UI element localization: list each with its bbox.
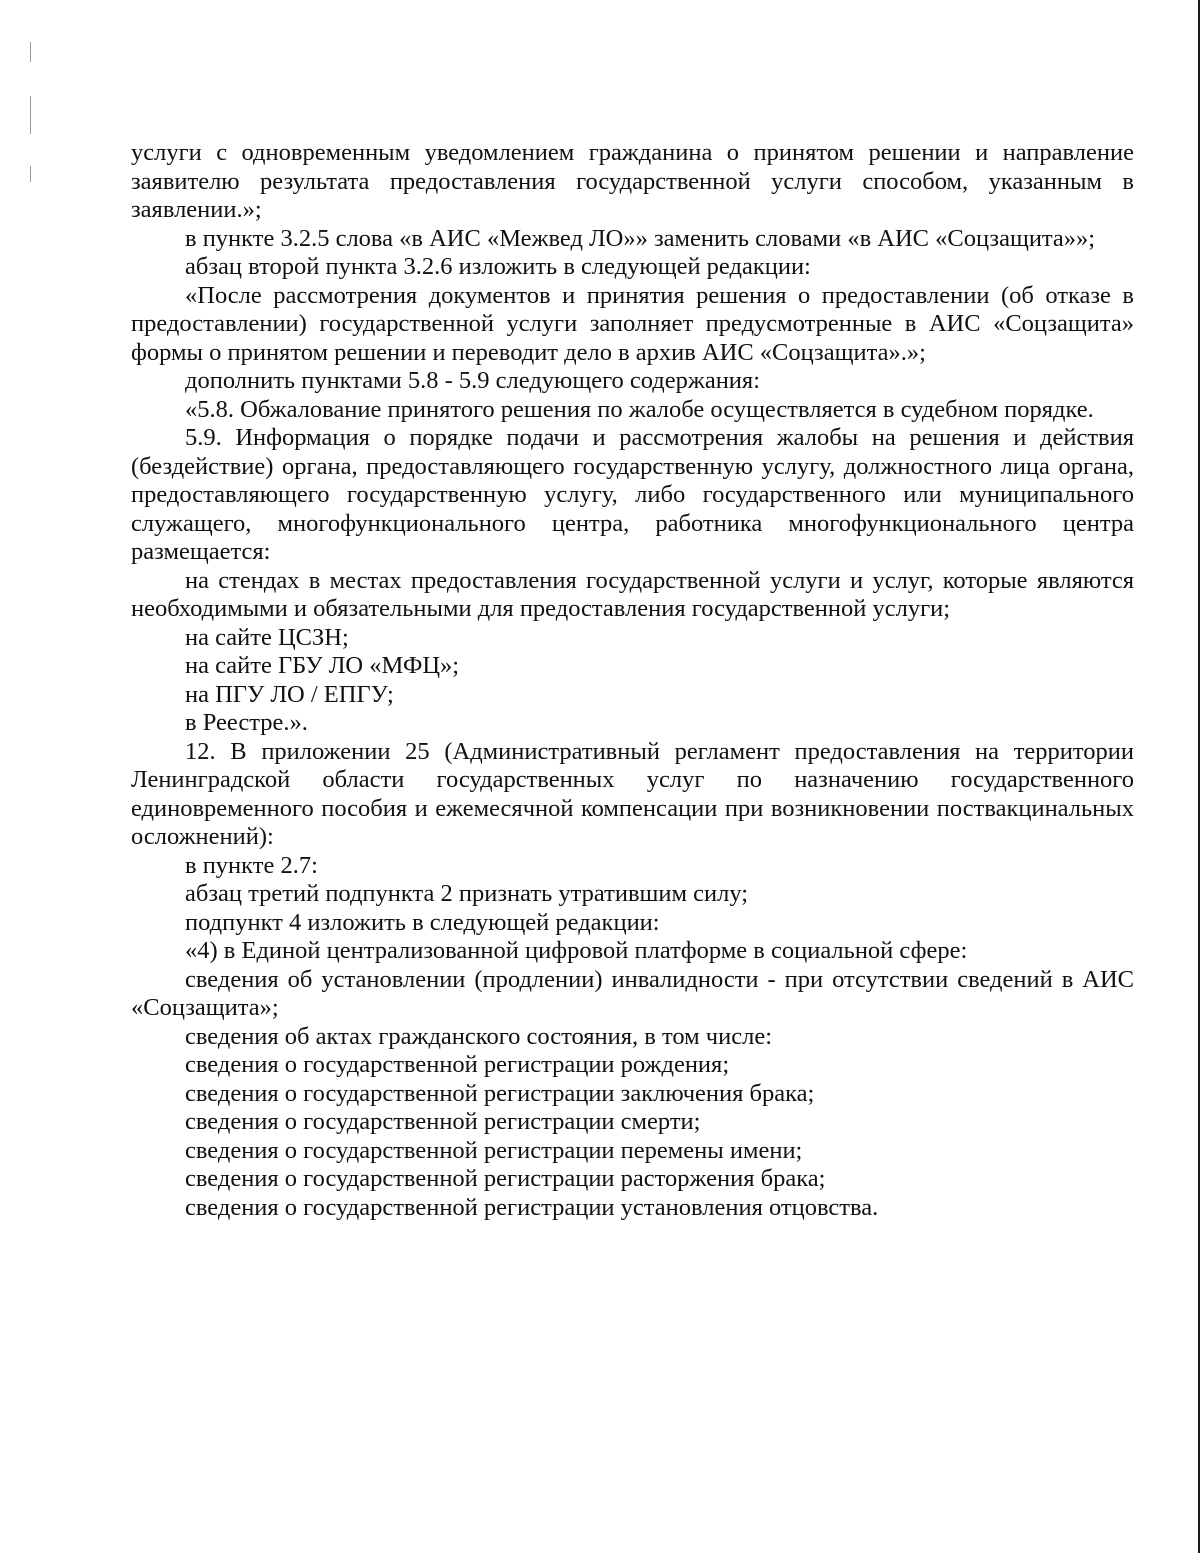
scan-artifact xyxy=(30,42,31,62)
paragraph: в пункте 3.2.5 слова «в АИС «Межвед ЛО»» заменить словами «в АИС «Соцзащита»»; xyxy=(185,224,1096,252)
paragraph: в Реестре.». xyxy=(185,709,308,736)
paragraph: 5.9. Информация о порядке подачи и рассмотрения жалобы на решения и действия (бездействие) органа, предоставляющего государственную услугу, должностного лица органа, предоставляющего государственную услугу, либо государственного или муниципального служащего, многофункционального центра, работника многофункционального центра размещается: xyxy=(131,424,1134,565)
paragraph: сведения о государственной регистрации смерти; xyxy=(185,1108,701,1135)
paragraph: сведения об установлении (продлении) инвалидности - при отсутствии сведений в АИС «Соцзащита»; xyxy=(131,965,1134,1021)
paragraph: сведения о государственной регистрации расторжения брака; xyxy=(185,1165,826,1192)
paragraph: в пункте 2.7: xyxy=(185,851,318,879)
paragraph: сведения о государственной регистрации заключения брака; xyxy=(185,1079,815,1107)
paragraph: сведения о государственной регистрации перемены имени; xyxy=(185,1136,803,1164)
paragraph: на сайте ГБУ ЛО «МФЦ»; xyxy=(185,652,460,679)
paragraph: услуги с одновременным уведомлением гражданина о принятом решении и направление заявителю результата предоставления государственной услуги способом, указанным в заявлении.»; xyxy=(131,139,1134,223)
paragraph: 12. В приложении 25 (Административный регламент предоставления на территории Ленинградской области государственных услуг по назначению государственного единовременного пособия и ежемесячной компенсации при возникновении поствакцинальных осложнений): xyxy=(131,737,1134,850)
paragraph: на стендах в местах предоставления государственной услуги и услуг, которые являются необходимыми и обязательными для предоставления государственной услуги; xyxy=(131,566,1134,622)
paragraph: абзац третий подпункта 2 признать утратившим силу; xyxy=(185,880,749,907)
document-body xyxy=(131,139,1134,1222)
scan-artifact xyxy=(30,166,31,182)
paragraph: подпункт 4 изложить в следующей редакции: xyxy=(185,908,660,936)
paragraph: «5.8. Обжалование принятого решения по жалобе осуществляется в судебном порядке. xyxy=(185,395,1094,423)
paragraph: «4) в Единой централизованной цифровой платформе в социальной сфере: xyxy=(185,937,968,964)
paragraph: сведения об актах гражданского состояния, в том числе: xyxy=(185,1022,772,1050)
paragraph: дополнить пунктами 5.8 - 5.9 следующего содержания: xyxy=(185,367,760,394)
paragraph: на сайте ЦСЗН; xyxy=(185,623,349,651)
scan-artifact xyxy=(30,96,31,134)
paragraph: сведения о государственной регистрации рождения; xyxy=(185,1051,730,1078)
paragraph: сведения о государственной регистрации установления отцовства. xyxy=(185,1193,879,1221)
paragraph: на ПГУ ЛО / ЕПГУ; xyxy=(185,680,394,708)
paragraph: «После рассмотрения документов и принятия решения о предоставлении (об отказе в предоставлении) государственной услуги заполняет предусмотренные в АИС «Соцзащита» формы о принятом решении и переводит дело в архив АИС «Соцзащита».»; xyxy=(131,281,1134,366)
paragraph: абзац второй пункта 3.2.6 изложить в следующей редакции: xyxy=(185,253,811,280)
